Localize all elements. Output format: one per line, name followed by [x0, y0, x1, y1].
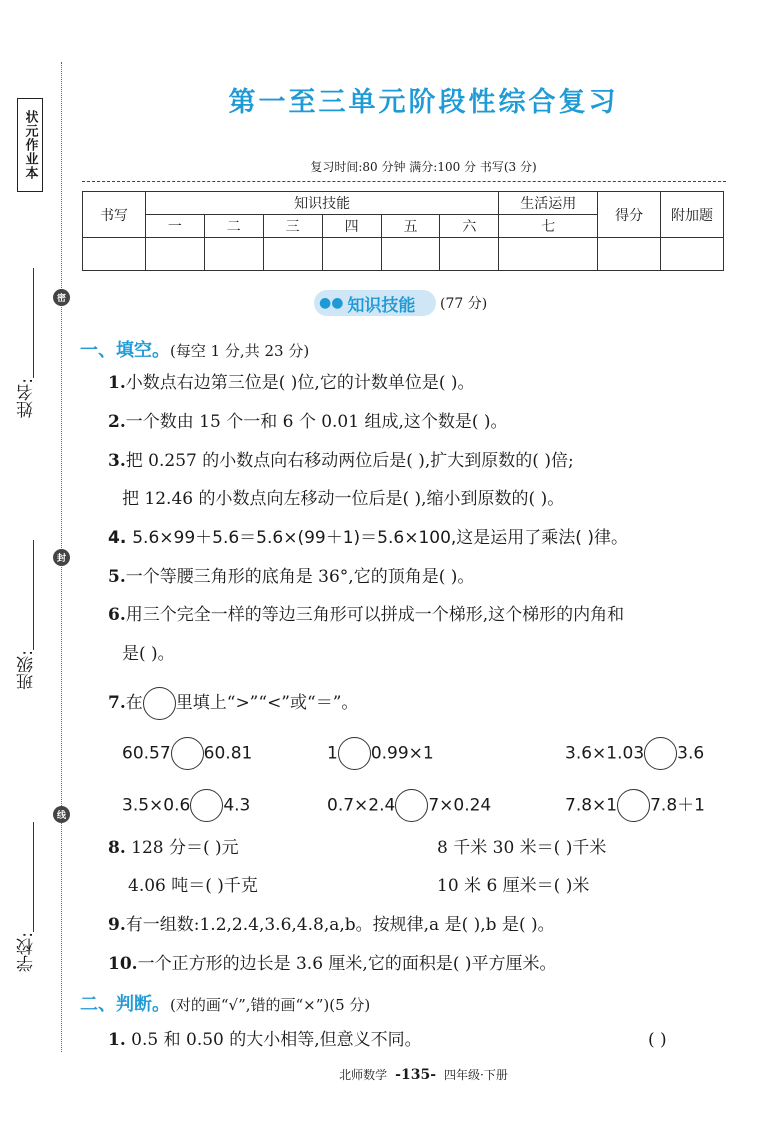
brand-label: 状元作业本: [22, 110, 38, 180]
class-write-line[interactable]: [33, 540, 34, 650]
question-8b: 8 千米 30 米＝( )千米: [437, 838, 607, 858]
col-2: 二: [204, 215, 263, 238]
compare-circle[interactable]: [190, 789, 223, 822]
part1-title: 一、填空。: [80, 340, 170, 361]
score-cell[interactable]: [263, 238, 322, 271]
page-number: -135-: [395, 1067, 437, 1083]
brand-box: [17, 98, 43, 192]
school-write-line[interactable]: [33, 822, 34, 932]
header-defen: 得分: [598, 192, 661, 238]
question-2: 2.一个数由 15 个一和 6 个 0.01 组成,这个数是( )。: [108, 412, 508, 432]
score-cell[interactable]: [598, 238, 661, 271]
footer-grade: 四年级·下册: [444, 1068, 508, 1082]
compare-item-5: 0.7×2.4 7×0.24: [327, 789, 491, 822]
compare-circle[interactable]: [171, 737, 204, 770]
section-score: (77 分): [440, 296, 488, 312]
question-8a: 8. 128 分＝( )元: [108, 838, 239, 858]
compare-circle-example: [143, 687, 176, 720]
question-9: 9.有一组数:1.2,2.4,3.6,4.8,a,b。按规律,a 是( ),b 是( )。: [108, 915, 555, 935]
seal-mark-xian: 线: [53, 806, 70, 823]
score-cell[interactable]: [381, 238, 440, 271]
school-label: 学校:: [17, 932, 37, 972]
score-table: [82, 191, 724, 271]
part2-note: (对的画“√”,错的画“×”)(5 分): [170, 996, 371, 1014]
header-fujia: 附加题: [661, 192, 724, 238]
part2-heading: [80, 990, 370, 1016]
page-title: 第一至三单元阶段性综合复习: [228, 87, 619, 118]
compare-circle[interactable]: [644, 737, 677, 770]
compare-item-1: 60.57 60.81: [122, 737, 252, 770]
question-5: 5.一个等腰三角形的底角是 36°,它的顶角是( )。: [108, 567, 475, 587]
judge-answer-paren[interactable]: ( ): [648, 1030, 667, 1050]
question-8c: 4.06 吨＝( )千克: [128, 876, 258, 896]
compare-circle[interactable]: [395, 789, 428, 822]
compare-item-3: 3.6×1.03 3.6: [565, 737, 704, 770]
question-4: 4. 5.6×99＋5.6＝5.6×(99＋1)＝5.6×100,这是运用了乘法( )律。: [108, 528, 628, 548]
class-label: 班级:: [17, 650, 37, 690]
compare-item-4: 3.5×0.6 4.3: [122, 789, 250, 822]
part2-title: 二、判断。: [80, 994, 170, 1015]
question-7: 7.在 里填上“>”“<”或“＝”。: [108, 687, 358, 720]
header-shenghuo: 生活运用: [499, 192, 598, 215]
name-label: 姓名:: [17, 378, 37, 418]
score-cell[interactable]: [499, 238, 598, 271]
col-4: 四: [322, 215, 381, 238]
section-title: 知识技能: [347, 295, 416, 316]
name-write-line[interactable]: [33, 268, 34, 378]
section-badge: [314, 290, 436, 316]
compare-circle[interactable]: [617, 789, 650, 822]
score-cell[interactable]: [661, 238, 724, 271]
header-shuxie: 书写: [83, 192, 146, 238]
score-cell[interactable]: [83, 238, 146, 271]
compare-circle[interactable]: [338, 737, 371, 770]
part1-heading: [80, 336, 309, 362]
col-5: 五: [381, 215, 440, 238]
question-3: 3.把 0.257 的小数点向右移动两位后是( ),扩大到原数的( )倍;: [108, 451, 574, 471]
judge-question-1: 1. 0.5 和 0.50 的大小相等,但意义不同。: [108, 1030, 422, 1050]
header-zhishi: 知识技能: [145, 192, 498, 215]
col-1: 一: [145, 215, 204, 238]
score-cell[interactable]: [322, 238, 381, 271]
compare-item-2: 1 0.99×1: [327, 737, 434, 770]
part1-note: (每空 1 分,共 23 分): [170, 342, 310, 360]
seal-mark-mi: 密: [53, 289, 70, 306]
seal-mark-feng: 封: [53, 549, 70, 566]
question-6-b: 是( )。: [122, 644, 175, 664]
page-footer: [80, 1066, 767, 1083]
score-cell[interactable]: [204, 238, 263, 271]
question-3-b: 把 12.46 的小数点向左移动一位后是( ),缩小到原数的( )。: [122, 489, 565, 509]
question-10: 10.一个正方形的边长是 3.6 厘米,它的面积是( )平方厘米。: [108, 954, 557, 974]
dashed-divider: [82, 181, 726, 182]
col-3: 三: [263, 215, 322, 238]
dots-icon: ●●: [319, 295, 344, 311]
score-cell[interactable]: [145, 238, 204, 271]
question-8d: 10 米 6 厘米＝( )米: [437, 876, 590, 896]
footer-subject: 北师数学: [339, 1068, 388, 1082]
compare-item-6: 7.8×1 7.8＋1: [565, 789, 705, 822]
col-6: 六: [440, 215, 499, 238]
question-1: 1.小数点右边第三位是( )位,它的计数单位是( )。: [108, 373, 475, 393]
col-7: 七: [499, 215, 598, 238]
exam-info: 复习时间:80 分钟 满分:100 分 书写(3 分): [310, 160, 537, 174]
question-6: 6.用三个完全一样的等边三角形可以拼成一个梯形,这个梯形的内角和: [108, 605, 625, 625]
score-cell[interactable]: [440, 238, 499, 271]
